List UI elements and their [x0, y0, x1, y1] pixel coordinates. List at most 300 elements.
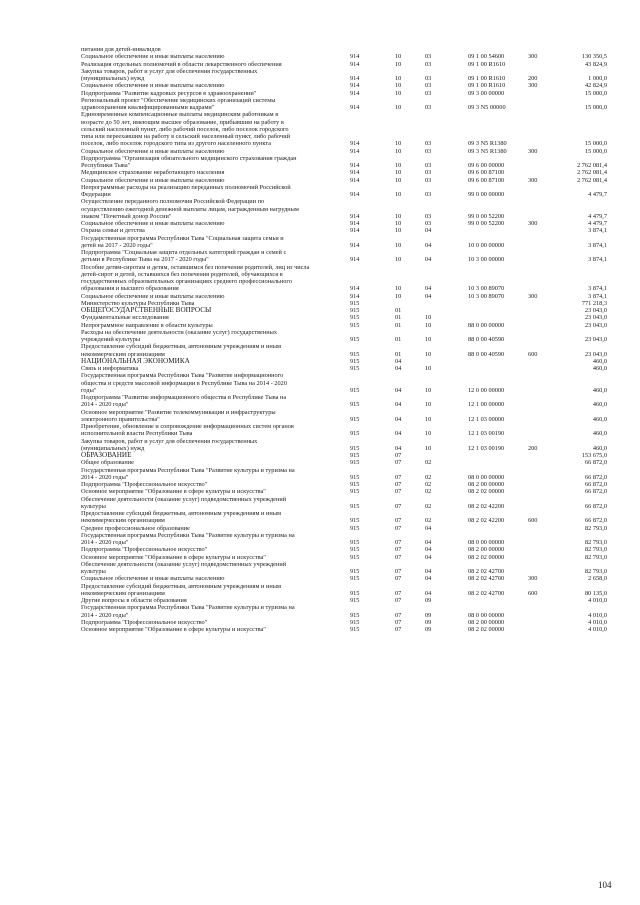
row-grbs: 915	[350, 314, 360, 322]
row-name-line: Обеспечение деятельности (оказание услуг) подведомственных учреждений	[81, 560, 287, 568]
row-name	[81, 61, 345, 68]
row-amount: 3 874,1	[588, 256, 607, 264]
row-name-line: осуществлению ежегодной денежной выплаты лицам, награжденным нагрудным	[81, 205, 299, 213]
row-expense-type: 300	[528, 53, 538, 61]
row-expense-type: 300	[528, 147, 538, 155]
row-target-article: 09 3 00 00000	[468, 89, 505, 97]
row-name	[81, 423, 345, 438]
row-name-line: Основное мероприятие "Образование в сфере культуры и искусства"	[81, 488, 266, 496]
row-subsection-code: 09	[425, 597, 432, 604]
row-amount: 23 043,0	[584, 321, 607, 329]
row-target-article: 08 2 02 00000	[468, 488, 505, 496]
row-name-line: Предоставление субсидий бюджетным, автономным учреждениям и иным	[81, 582, 281, 590]
row-name	[81, 575, 345, 582]
row-name	[81, 619, 345, 626]
table-row	[0, 148, 640, 155]
row-amount: 460,0	[592, 444, 607, 452]
row-grbs: 915	[350, 459, 360, 467]
row-grbs: 914	[350, 104, 360, 111]
table-row	[0, 467, 640, 482]
row-section-code: 04	[395, 415, 402, 423]
row-subsection-code: 10	[425, 415, 432, 423]
row-grbs: 914	[350, 169, 360, 177]
row-name-line: Осуществление переданного полномочия Российской Федерации по	[81, 198, 265, 206]
row-section-code: 07	[395, 568, 402, 575]
row-name	[81, 90, 345, 97]
row-grbs: 914	[350, 212, 360, 220]
row-name-line: Государственная программа Республики Тыва "Социальная защита семьи и	[81, 234, 284, 242]
row-target-article: 08 0 00 00000	[468, 539, 505, 546]
row-subsection-code: 04	[425, 539, 432, 546]
row-target-article: 09 1 00 R1610	[468, 60, 506, 68]
section-row	[0, 452, 640, 459]
row-target-article: 09 1 00 R1610	[468, 82, 506, 90]
row-amount: 82 793,0	[584, 539, 607, 546]
table-row	[0, 53, 640, 60]
row-section-code: 04	[395, 401, 402, 409]
row-amount: 66 872,0	[584, 473, 607, 481]
row-section-code: 07	[395, 626, 402, 633]
row-amount: 4 010,0	[588, 597, 607, 604]
row-grbs: 915	[350, 299, 360, 307]
row-amount: 23 043,0	[584, 350, 607, 358]
row-subsection-code: 04	[425, 241, 432, 249]
row-section-code: 04	[395, 365, 402, 372]
row-amount: 4 479,7	[588, 191, 607, 198]
row-name	[81, 53, 345, 60]
table-row	[0, 372, 640, 394]
table-row	[0, 496, 640, 511]
table-row	[0, 329, 640, 344]
row-subsection-code: 09	[425, 618, 432, 626]
row-subsection-code: 03	[425, 191, 432, 198]
row-section-code: 10	[395, 241, 402, 249]
row-section-code: 01	[395, 321, 402, 329]
row-grbs: 914	[350, 191, 360, 198]
row-amount: 23 043,0	[584, 307, 607, 314]
row-amount: 42 824,9	[584, 82, 607, 90]
row-amount: 460,0	[592, 401, 607, 409]
row-name-line: Социальное обеспечение и иные выплаты населению	[81, 176, 225, 184]
row-amount: 2 762 081,4	[577, 169, 607, 177]
row-name-line: детьми в Республике Тыва на 2017 - 2020 годы"	[81, 256, 209, 264]
row-grbs: 915	[350, 430, 360, 438]
row-amount: 80 135,0	[584, 589, 607, 597]
row-section-code: 10	[395, 140, 402, 148]
row-name	[81, 525, 345, 532]
row-subsection-code: 03	[425, 162, 432, 169]
row-name	[81, 583, 345, 598]
row-name-line: Подпрограмма "Профессиональное искусство"	[81, 546, 208, 554]
table-row	[0, 626, 640, 633]
row-section-code: 07	[395, 481, 402, 488]
row-expense-type: 600	[528, 589, 538, 597]
row-grbs: 914	[350, 162, 360, 169]
row-subsection-code: 10	[425, 314, 432, 322]
row-name	[81, 322, 345, 329]
row-name-line: Социальное обеспечение и иные выплаты населению	[81, 292, 225, 300]
row-name-line: Социальное обеспечение и иные выплаты населению	[81, 53, 225, 61]
row-section-code: 07	[395, 618, 402, 626]
row-section-code: 04	[395, 357, 402, 365]
table-row	[0, 68, 640, 83]
row-grbs: 914	[350, 82, 360, 90]
row-section-code: 10	[395, 227, 402, 235]
row-name	[81, 365, 345, 372]
row-section-code: 01	[395, 350, 402, 358]
row-name-line: сельский населенный пункт, либо рабочий поселок, либо поселок городского	[81, 125, 289, 133]
row-amount: 66 872,0	[584, 481, 607, 488]
row-target-article: 12 1 03 00000	[468, 415, 505, 423]
row-name-line: Другие вопросы в области образования	[81, 597, 187, 604]
row-section-code: 10	[395, 256, 402, 264]
row-expense-type: 300	[528, 82, 538, 90]
row-amount: 15 000,0	[584, 147, 607, 155]
row-name	[81, 46, 345, 53]
row-expense-type: 300	[528, 176, 538, 184]
table-row	[0, 583, 640, 598]
row-section-code: 07	[395, 488, 402, 496]
row-grbs: 915	[350, 307, 360, 314]
row-grbs: 915	[350, 365, 360, 372]
table-row	[0, 525, 640, 532]
row-section-code: 10	[395, 292, 402, 300]
row-name-line: Фундаментальные исследования	[81, 314, 169, 322]
row-target-article: 88 0 00 40590	[468, 336, 505, 343]
row-section-code: 10	[395, 176, 402, 184]
row-name-line: Подпрограмма "Организация обязательного медицинского страхования граждан	[81, 154, 297, 162]
row-amount: 3 874,1	[588, 285, 607, 293]
row-grbs: 915	[350, 568, 360, 575]
row-amount: 3 874,1	[588, 292, 607, 300]
row-target-article: 08 2 00 00000	[468, 546, 505, 554]
row-amount: 4 010,0	[588, 618, 607, 626]
row-name	[81, 82, 345, 89]
row-subsection-code: 02	[425, 502, 432, 510]
row-subsection-code: 04	[425, 575, 432, 583]
row-name-line: некоммерческим организациям	[81, 517, 165, 525]
row-name-line: Охрана семьи и детства	[81, 227, 145, 235]
row-name	[81, 546, 345, 553]
row-grbs: 915	[350, 444, 360, 452]
row-subsection-code: 03	[425, 53, 432, 61]
row-target-article: 08 2 02 42200	[468, 502, 505, 510]
table-row	[0, 619, 640, 626]
row-name	[81, 293, 345, 300]
row-name-line: Государственная программа Республики Тыва "Развитие культуры и туризма на	[81, 466, 295, 474]
row-name-line: Региональный проект "Обеспечение медицинских организаций системы	[81, 96, 276, 104]
row-grbs: 915	[350, 452, 360, 459]
table-row	[0, 459, 640, 466]
row-section-code: 07	[395, 539, 402, 546]
row-name	[81, 314, 345, 321]
table-row	[0, 314, 640, 321]
row-name	[81, 249, 345, 264]
row-grbs: 915	[350, 575, 360, 583]
row-grbs: 915	[350, 481, 360, 488]
section-row	[0, 358, 640, 365]
row-amount: 82 793,0	[584, 553, 607, 561]
row-grbs: 914	[350, 60, 360, 68]
row-name	[81, 626, 345, 633]
row-amount: 82 793,0	[584, 546, 607, 554]
row-target-article: 09 3 N5 R1380	[468, 147, 507, 155]
row-grbs: 915	[350, 611, 360, 619]
table-row	[0, 423, 640, 438]
row-amount: 4 010,0	[588, 611, 607, 619]
row-grbs: 915	[350, 386, 360, 394]
table-row	[0, 322, 640, 329]
row-amount: 460,0	[592, 357, 607, 365]
row-name	[81, 488, 345, 495]
row-name	[81, 97, 345, 112]
row-subsection-code: 02	[425, 488, 432, 496]
row-expense-type: 300	[528, 575, 538, 583]
row-amount: 2 658,0	[588, 575, 607, 583]
row-section-code: 07	[395, 589, 402, 597]
row-name-line: Единовременные компенсационные выплаты медицинским работникам в	[81, 111, 279, 119]
row-target-article: 08 2 02 42200	[468, 517, 505, 525]
table-row	[0, 597, 640, 604]
row-grbs: 915	[350, 357, 360, 365]
row-section-code: 10	[395, 89, 402, 97]
row-grbs: 915	[350, 473, 360, 481]
row-name	[81, 177, 345, 184]
row-grbs: 914	[350, 227, 360, 235]
row-name-line: Основное мероприятие "Образование в сфере культуры и искусства"	[81, 553, 266, 561]
row-name	[81, 510, 345, 525]
row-name	[81, 264, 345, 293]
row-target-article: 09 6 00 87100	[468, 176, 505, 184]
row-grbs: 914	[350, 256, 360, 264]
row-name-line: Подпрограмма "Социальная защита отдельных категорий граждан и семей с	[81, 249, 287, 256]
row-target-article: 12 0 00 00000	[468, 386, 505, 394]
row-grbs: 915	[350, 502, 360, 510]
row-subsection-code: 02	[425, 473, 432, 481]
row-section-code: 07	[395, 611, 402, 619]
row-section-code: 10	[395, 285, 402, 293]
row-subsection-code: 03	[425, 82, 432, 90]
table-row	[0, 554, 640, 561]
row-grbs: 915	[350, 321, 360, 329]
row-section-code: 10	[395, 75, 402, 82]
row-name-line: Непрограммное направление в области культуры	[81, 321, 213, 329]
row-name	[81, 148, 345, 155]
row-target-article: 08 2 02 00000	[468, 626, 505, 633]
row-target-article: 09 1 00 R1610	[468, 75, 506, 82]
row-subsection-code: 02	[425, 459, 432, 467]
row-target-article: 12 1 00 00000	[468, 401, 505, 409]
row-section-code: 07	[395, 575, 402, 583]
row-grbs: 914	[350, 75, 360, 82]
row-amount: 2 762 081,4	[577, 176, 607, 184]
table-row	[0, 111, 640, 147]
row-subsection-code: 03	[425, 176, 432, 184]
row-name-line: Среднее профессиональное образование	[81, 524, 190, 532]
row-grbs: 914	[350, 140, 360, 148]
row-name	[81, 597, 345, 604]
row-amount: 66 872,0	[584, 517, 607, 525]
row-name	[81, 220, 345, 227]
row-name-line: 2014 - 2020 годы"	[81, 473, 129, 481]
row-target-article: 99 0 00 52200	[468, 220, 505, 227]
row-grbs: 915	[350, 618, 360, 626]
row-name-line: Социальное обеспечение и иные выплаты населению	[81, 220, 225, 227]
row-target-article: 09 3 N5 00000	[468, 104, 506, 111]
row-name-line: культуры	[81, 502, 106, 510]
row-name-line: (муниципальных) нужд	[81, 444, 145, 452]
table-row	[0, 184, 640, 199]
row-subsection-code: 04	[425, 589, 432, 597]
row-amount: 153 675,0	[581, 452, 607, 459]
row-target-article: 10 3 00 89070	[468, 292, 505, 300]
row-section-code: 07	[395, 452, 402, 459]
row-subsection-code: 03	[425, 104, 432, 111]
table-row	[0, 249, 640, 264]
row-name-line: здравоохранения квалифицированными кадрами"	[81, 104, 215, 111]
row-target-article: 10 3 00 00000	[468, 256, 505, 264]
row-name-line: Подпрограмма "Профессиональное искусство"	[81, 481, 208, 488]
section-row	[0, 307, 640, 314]
row-expense-type: 600	[528, 350, 538, 358]
row-name	[81, 604, 345, 619]
row-amount: 66 872,0	[584, 488, 607, 496]
row-target-article: 99 0 00 52200	[468, 212, 505, 220]
row-name	[81, 235, 345, 250]
row-subsection-code: 04	[425, 546, 432, 554]
row-name	[81, 481, 345, 488]
row-expense-type: 300	[528, 220, 538, 227]
row-name	[81, 343, 345, 358]
table-row	[0, 198, 640, 220]
row-name	[81, 438, 345, 453]
row-subsection-code: 03	[425, 60, 432, 68]
row-subsection-code: 10	[425, 430, 432, 438]
row-grbs: 914	[350, 220, 360, 227]
row-amount: 82 793,0	[584, 568, 607, 575]
row-amount: 15 000,0	[584, 140, 607, 148]
row-name-line: учреждений культуры	[81, 336, 141, 343]
row-name-line: Приобретение, обновление и сопровождение информационных систем органов	[81, 423, 294, 430]
row-name-line: Пособие детям-сиротам и детям, оставшимся без попечения родителей, лиц из числа	[81, 263, 310, 271]
table-row	[0, 575, 640, 582]
table-row	[0, 61, 640, 68]
row-subsection-code: 03	[425, 220, 432, 227]
row-amount: 82 793,0	[584, 524, 607, 532]
row-name	[81, 554, 345, 561]
row-grbs: 914	[350, 147, 360, 155]
row-amount: 66 872,0	[584, 459, 607, 467]
row-amount: 15 000,0	[584, 89, 607, 97]
row-name-line: Основное мероприятие "Развитие телекоммуникации и инфраструктуры	[81, 408, 276, 416]
table-row	[0, 169, 640, 176]
row-subsection-code: 10	[425, 386, 432, 394]
row-section-code: 10	[395, 104, 402, 111]
row-name-line: Расходы на обеспечение деятельности (оказание услуг) государственных	[81, 328, 277, 336]
row-section-code: 07	[395, 546, 402, 554]
row-name-line: Общее образование	[81, 459, 134, 467]
table-row	[0, 46, 640, 53]
row-name-line: знаком "Почетный донор России"	[81, 212, 172, 220]
row-name	[81, 68, 345, 83]
table-row	[0, 409, 640, 424]
row-name-line: Подпрограмма "Развитие кадровых ресурсов в здравоохранении"	[81, 89, 257, 97]
row-section-code: 07	[395, 517, 402, 525]
row-grbs: 915	[350, 488, 360, 496]
row-name-line: возрасте до 50 лет, имеющим высшее образование, прибывшим на работу в	[81, 118, 284, 126]
table-row	[0, 264, 640, 293]
budget-table	[0, 46, 640, 633]
table-row	[0, 293, 640, 300]
row-name	[81, 561, 345, 576]
row-subsection-code: 04	[425, 524, 432, 532]
row-subsection-code: 09	[425, 626, 432, 633]
row-amount: 1 000,0	[588, 75, 607, 82]
row-name-line: ОБРАЗОВАНИЕ	[81, 452, 132, 459]
row-name-line: Закупка товаров, работ и услуг для обеспечения государственных	[81, 437, 258, 445]
row-subsection-code: 10	[425, 336, 432, 343]
row-amount: 4 479,7	[588, 212, 607, 220]
row-name	[81, 467, 345, 482]
row-name-line: Связь и информатика	[81, 365, 139, 372]
table-row	[0, 365, 640, 372]
row-target-article: 10 0 00 00000	[468, 241, 505, 249]
row-subsection-code: 04	[425, 553, 432, 561]
row-name	[81, 452, 345, 459]
row-name-line: Основное мероприятие "Образование в сфере культуры и искусства"	[81, 626, 266, 633]
row-amount: 66 872,0	[584, 502, 607, 510]
row-subsection-code: 03	[425, 75, 432, 82]
page-number: 104	[598, 880, 612, 890]
row-grbs: 915	[350, 539, 360, 546]
row-amount: 130 350,5	[581, 53, 607, 61]
row-name-line: детей-сирот и детей, оставшихся без попечения родителей, обучающихся в	[81, 270, 283, 278]
row-name-line: НАЦИОНАЛЬНАЯ ЭКОНОМИКА	[81, 357, 190, 365]
row-amount: 460,0	[592, 415, 607, 423]
row-section-code: 10	[395, 169, 402, 177]
row-amount: 460,0	[592, 386, 607, 394]
row-amount: 15 000,0	[584, 104, 607, 111]
row-amount: 43 824,9	[584, 60, 607, 68]
row-amount: 3 874,1	[588, 241, 607, 249]
row-name-line: Подпрограмма "Профессиональное искусство"	[81, 618, 208, 626]
row-name	[81, 532, 345, 547]
table-row	[0, 604, 640, 619]
row-grbs: 915	[350, 597, 360, 604]
row-name-line: электронного правительства"	[81, 415, 160, 423]
row-amount: 460,0	[592, 430, 607, 438]
row-name-line: образования и высшего образования	[81, 285, 179, 293]
row-subsection-code: 03	[425, 140, 432, 148]
row-section-code: 10	[395, 60, 402, 68]
row-section-code: 10	[395, 162, 402, 169]
table-row	[0, 235, 640, 250]
row-subsection-code: 02	[425, 517, 432, 525]
row-subsection-code: 09	[425, 611, 432, 619]
row-subsection-code: 10	[425, 444, 432, 452]
row-expense-type: 200	[528, 75, 538, 82]
row-section-code: 04	[395, 444, 402, 452]
row-target-article: 09 3 N5 R1380	[468, 140, 507, 148]
row-grbs: 915	[350, 336, 360, 343]
table-row	[0, 488, 640, 495]
row-subsection-code: 04	[425, 568, 432, 575]
row-amount: 2 762 081,4	[577, 162, 607, 169]
row-target-article: 88 0 00 00000	[468, 321, 505, 329]
row-subsection-code: 04	[425, 292, 432, 300]
row-name-line: типа или переехавшим на работу в сельский населенный пункт, либо рабочий	[81, 133, 290, 140]
row-grbs: 914	[350, 89, 360, 97]
